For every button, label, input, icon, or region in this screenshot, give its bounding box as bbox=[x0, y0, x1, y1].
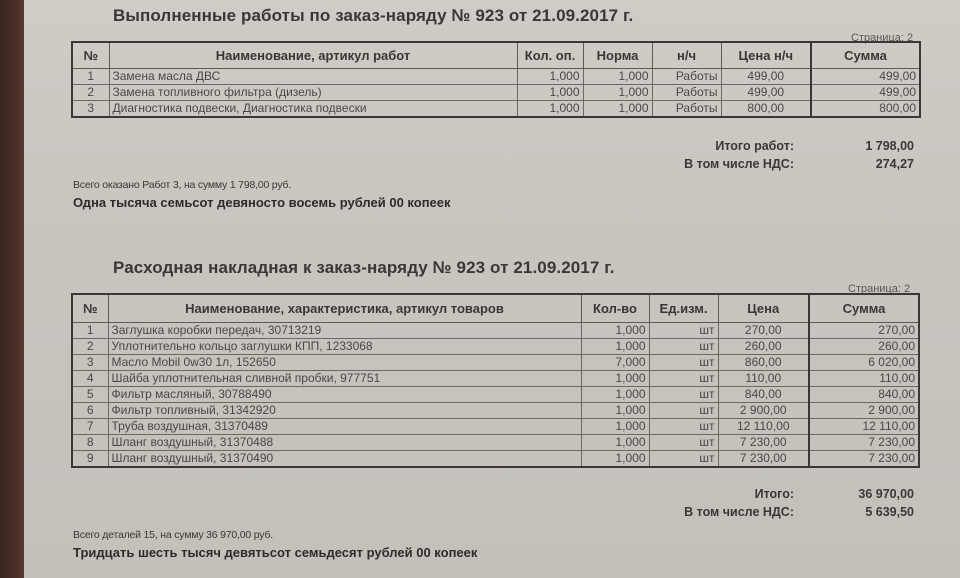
row-num: 2 bbox=[72, 84, 109, 100]
row-num: 8 bbox=[72, 434, 108, 450]
table-row bbox=[72, 386, 919, 402]
table-row bbox=[72, 100, 920, 117]
row-unit: шт bbox=[649, 386, 718, 402]
col-header-price: Цена bbox=[718, 294, 809, 322]
row-sum: 800,00 bbox=[811, 100, 920, 117]
row-norm: 1,000 bbox=[583, 68, 652, 84]
row-num: 6 bbox=[72, 402, 108, 418]
row-qty: 1,000 bbox=[581, 370, 649, 386]
works-title: Выполненные работы по заказ-наряду № 923 от 21.09.2017 г. bbox=[113, 6, 634, 25]
works-vat-value: 274,27 bbox=[875, 157, 914, 171]
row-sum: 499,00 bbox=[811, 68, 920, 84]
row-price: 860,00 bbox=[718, 354, 809, 370]
row-sum: 110,00 bbox=[809, 370, 919, 386]
col-header-qty: Кол-во bbox=[581, 294, 649, 322]
col-header-name: Наименование, артикул работ bbox=[109, 42, 517, 68]
col-header-num: № bbox=[72, 42, 109, 68]
row-price: 260,00 bbox=[718, 338, 809, 354]
row-unit: шт bbox=[649, 450, 718, 467]
row-qty: 1,000 bbox=[581, 450, 649, 467]
row-unit: шт bbox=[649, 322, 718, 338]
works-total-label: Итого работ: bbox=[715, 139, 794, 153]
row-sum: 7 230,00 bbox=[809, 450, 919, 467]
row-qty: 1,000 bbox=[517, 84, 583, 100]
table-row bbox=[72, 434, 919, 450]
row-qty: 1,000 bbox=[581, 418, 649, 434]
table-row bbox=[72, 338, 919, 354]
row-num: 9 bbox=[72, 450, 108, 467]
row-name: Фильтр топливный, 31342920 bbox=[108, 402, 581, 418]
row-sum: 499,00 bbox=[811, 84, 920, 100]
row-name: Фильтр масляный, 30788490 bbox=[108, 386, 581, 402]
row-num: 7 bbox=[72, 418, 108, 434]
photo-background-edge bbox=[0, 0, 24, 578]
works-amount-in-words: Одна тысяча семьсот девяносто восемь рублей 00 копеек bbox=[73, 195, 451, 210]
row-qty: 1,000 bbox=[581, 338, 649, 354]
parts-summary-note: Всего деталей 15, на сумму 36 970,00 руб. bbox=[73, 529, 273, 541]
row-qty: 1,000 bbox=[581, 402, 649, 418]
parts-totals bbox=[664, 485, 914, 521]
parts-amount-in-words: Тридцать шесть тысяч девятьсот семьдесят рублей 00 копеек bbox=[73, 545, 478, 560]
row-name: Заглушка коробки передач, 30713219 bbox=[108, 322, 581, 338]
col-header-name: Наименование, характеристика, артикул товаров bbox=[108, 294, 581, 322]
works-vat-label: В том числе НДС: bbox=[684, 157, 794, 171]
table-row bbox=[72, 84, 920, 100]
row-unit: Работы bbox=[652, 84, 721, 100]
row-price: 2 900,00 bbox=[718, 402, 809, 418]
works-page-label: Страница: 2 bbox=[851, 32, 914, 44]
row-num: 4 bbox=[72, 370, 108, 386]
row-qty: 1,000 bbox=[581, 434, 649, 450]
parts-vat-label: В том числе НДС: bbox=[684, 505, 794, 519]
row-price: 12 110,00 bbox=[718, 418, 809, 434]
row-name: Шайба уплотнительная сливной пробки, 977751 bbox=[108, 370, 581, 386]
table-row bbox=[72, 402, 919, 418]
row-price: 499,00 bbox=[721, 68, 811, 84]
col-header-unit: н/ч bbox=[652, 42, 721, 68]
row-sum: 12 110,00 bbox=[809, 418, 919, 434]
row-name: Шланг воздушный, 31370490 bbox=[108, 450, 581, 467]
row-sum: 840,00 bbox=[809, 386, 919, 402]
row-sum: 7 230,00 bbox=[809, 434, 919, 450]
col-header-unit: Ед.изм. bbox=[649, 294, 718, 322]
table-row bbox=[72, 418, 919, 434]
row-num: 3 bbox=[72, 100, 109, 117]
row-price: 270,00 bbox=[718, 322, 809, 338]
row-sum: 260,00 bbox=[809, 338, 919, 354]
row-unit: Работы bbox=[652, 68, 721, 84]
row-num: 3 bbox=[72, 354, 108, 370]
row-num: 5 bbox=[72, 386, 108, 402]
parts-title: Расходная накладная к заказ-наряду № 923 от 21.09.2017 г. bbox=[113, 258, 615, 277]
row-unit: шт bbox=[649, 434, 718, 450]
row-qty: 1,000 bbox=[517, 68, 583, 84]
row-unit: шт bbox=[649, 402, 718, 418]
row-num: 1 bbox=[72, 68, 109, 84]
col-header-qty: Кол. оп. bbox=[517, 42, 583, 68]
parts-table bbox=[71, 293, 920, 468]
works-table bbox=[71, 41, 921, 118]
row-qty: 7,000 bbox=[581, 354, 649, 370]
col-header-sum: Сумма bbox=[811, 42, 920, 68]
table-row bbox=[72, 354, 919, 370]
col-header-num: № bbox=[72, 294, 108, 322]
row-qty: 1,000 bbox=[581, 386, 649, 402]
col-header-price: Цена н/ч bbox=[721, 42, 811, 68]
table-row bbox=[72, 68, 920, 84]
works-totals bbox=[664, 137, 914, 173]
parts-total-label: Итого: bbox=[754, 487, 794, 501]
row-price: 7 230,00 bbox=[718, 450, 809, 467]
row-price: 800,00 bbox=[721, 100, 811, 117]
table-row bbox=[72, 370, 919, 386]
row-sum: 2 900,00 bbox=[809, 402, 919, 418]
parts-page-label: Страница: 2 bbox=[848, 283, 911, 295]
col-header-sum: Сумма bbox=[809, 294, 919, 322]
row-name: Замена топливного фильтра (дизель) bbox=[109, 84, 517, 100]
parts-header-row bbox=[72, 294, 919, 322]
row-name: Диагностика подвески, Диагностика подвески bbox=[109, 100, 517, 117]
row-num: 2 bbox=[72, 338, 108, 354]
row-price: 499,00 bbox=[721, 84, 811, 100]
row-unit: шт bbox=[649, 418, 718, 434]
table-row bbox=[72, 322, 919, 338]
row-name: Уплотнительно кольцо заглушки КПП, 1233068 bbox=[108, 338, 581, 354]
row-name: Шланг воздушный, 31370488 bbox=[108, 434, 581, 450]
row-norm: 1,000 bbox=[583, 84, 652, 100]
col-header-norm: Норма bbox=[583, 42, 652, 68]
table-row bbox=[72, 450, 919, 467]
row-name: Замена масла ДВС bbox=[109, 68, 517, 84]
row-norm: 1,000 bbox=[583, 100, 652, 117]
parts-total-value: 36 970,00 bbox=[858, 487, 914, 501]
row-num: 1 bbox=[72, 322, 108, 338]
works-total-value: 1 798,00 bbox=[865, 139, 914, 153]
row-qty: 1,000 bbox=[581, 322, 649, 338]
row-qty: 1,000 bbox=[517, 100, 583, 117]
works-header-row bbox=[72, 42, 920, 68]
row-price: 110,00 bbox=[718, 370, 809, 386]
parts-vat-value: 5 639,50 bbox=[865, 505, 914, 519]
row-name: Труба воздушная, 31370489 bbox=[108, 418, 581, 434]
row-unit: Работы bbox=[652, 100, 721, 117]
row-sum: 6 020,00 bbox=[809, 354, 919, 370]
row-price: 840,00 bbox=[718, 386, 809, 402]
row-unit: шт bbox=[649, 354, 718, 370]
row-price: 7 230,00 bbox=[718, 434, 809, 450]
row-unit: шт bbox=[649, 338, 718, 354]
row-sum: 270,00 bbox=[809, 322, 919, 338]
works-summary-note: Всего оказано Работ 3, на сумму 1 798,00 руб. bbox=[73, 179, 292, 191]
row-unit: шт bbox=[649, 370, 718, 386]
row-name: Масло Mobil 0w30 1л, 152650 bbox=[108, 354, 581, 370]
